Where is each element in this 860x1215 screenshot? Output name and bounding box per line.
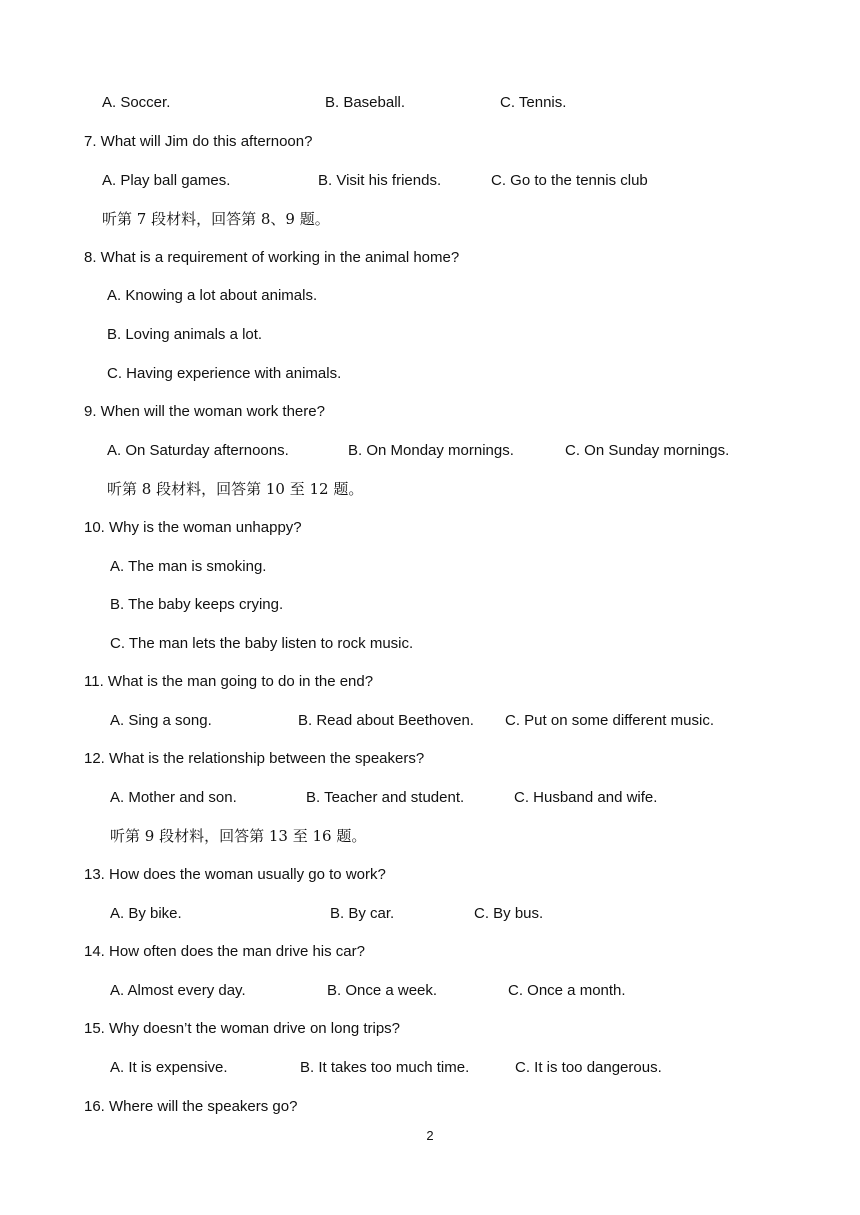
q10-question: 10. Why is the woman unhappy? [84,519,302,536]
q15-option-c: C. It is too dangerous. [515,1059,662,1076]
q14-option-a: A. Almost every day. [110,982,246,999]
q13-option-b: B. By car. [330,905,395,922]
q11-option-a: A. Sing a song. [110,712,212,729]
q10-option-a: A. The man is smoking. [110,558,267,575]
q11-option-b: B. Read about Beethoven. [298,712,474,729]
q7-option-a: A. Play ball games. [102,172,231,189]
q6-option-b: B. Baseball. [325,94,406,111]
q16-question: 16. Where will the speakers go? [84,1098,298,1115]
q12-option-b: B. Teacher and student. [306,789,465,806]
q14-option-b: B. Once a week. [327,982,438,999]
section-7-instruction: 听第 7 段材料，回答第 8、9 题。 [102,210,330,228]
q8-question: 8. What is a requirement of working in the animal home? [84,249,460,266]
q8-option-a: A. Knowing a lot about animals. [107,287,318,304]
q8-option-c: C. Having experience with animals. [107,365,342,382]
q12-option-a: A. Mother and son. [110,789,237,806]
q8-option-b: B. Loving animals a lot. [107,326,263,343]
q9-option-c: C. On Sunday mornings. [565,442,730,459]
q9-option-a: A. On Saturday afternoons. [107,442,289,459]
q11-option-c: C. Put on some different music. [505,712,714,729]
q14-question: 14. How often does the man drive his car? [84,943,365,960]
q9-option-b: B. On Monday mornings. [348,442,514,459]
q7-option-c: C. Go to the tennis club [491,172,648,189]
q12-question: 12. What is the relationship between the speakers? [84,750,425,767]
q7-question: 7. What will Jim do this afternoon? [84,133,313,150]
q6-option-c: C. Tennis. [500,94,567,111]
q13-question: 13. How does the woman usually go to work? [84,866,386,883]
q15-question: 15. Why doesn’t the woman drive on long trips? [84,1020,401,1037]
q13-option-a: A. By bike. [110,905,182,922]
q7-option-b: B. Visit his friends. [318,172,442,189]
q14-option-c: C. Once a month. [508,982,626,999]
q12-option-c: C. Husband and wife. [514,789,658,806]
q10-option-b: B. The baby keeps crying. [110,596,284,613]
q15-option-b: B. It takes too much time. [300,1059,470,1076]
q13-option-c: C. By bus. [474,905,544,922]
q9-question: 9. When will the woman work there? [84,403,325,420]
section-8-instruction: 听第 8 段材料，回答第 10 至 12 题。 [107,480,364,498]
q10-option-c: C. The man lets the baby listen to rock music. [110,635,414,652]
page-number: 2 [426,1128,434,1143]
q15-option-a: A. It is expensive. [110,1059,228,1076]
q6-option-a: A. Soccer. [102,94,171,111]
q11-question: 11. What is the man going to do in the end? [84,673,374,690]
section-9-instruction: 听第 9 段材料，回答第 13 至 16 题。 [110,827,367,845]
